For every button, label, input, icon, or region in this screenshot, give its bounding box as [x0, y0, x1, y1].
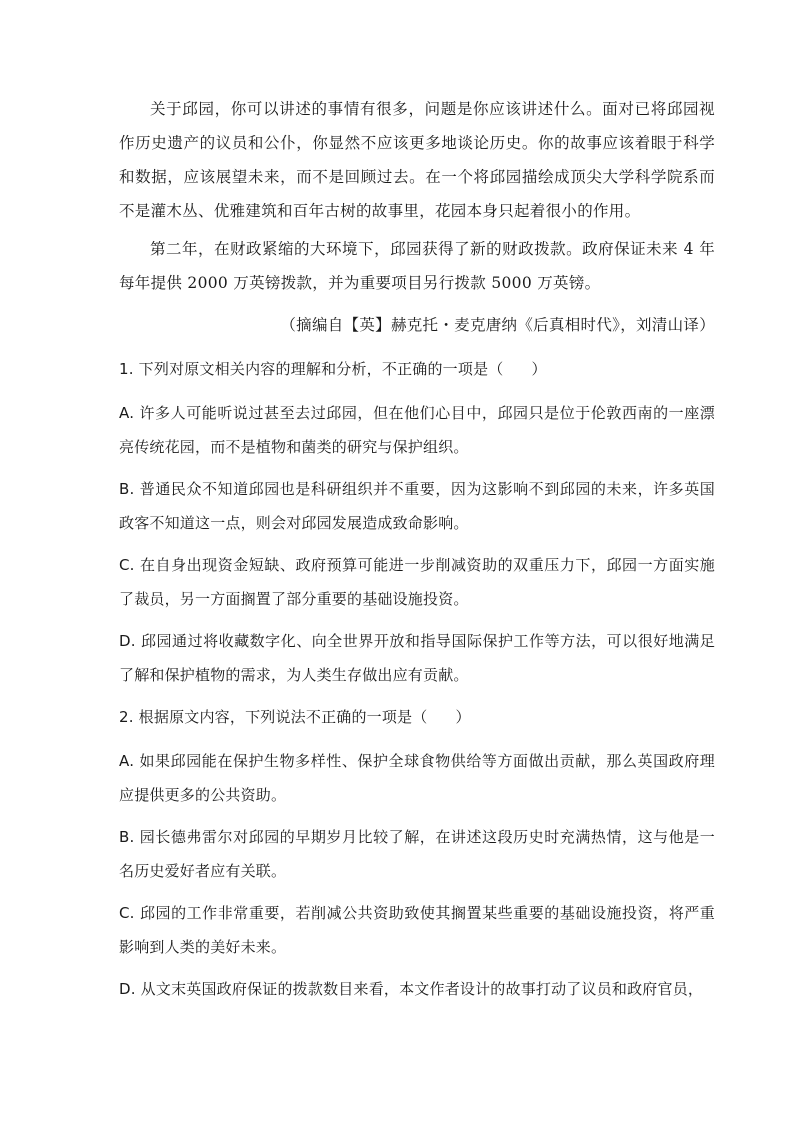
question-1-stem: [119, 352, 715, 386]
question-2-stem: [119, 700, 715, 734]
passage-paragraph-1: 关于邱园，你可以讲述的事情有很多，问题是你应该讲述什么。面对已将邱园视作历史遗产的议员和公仆，你显然不应该更多地谈论历史。你的故事应该着眼于科学和数据，应该展望未来，而不是回顾过去。在一个将邱园描绘成顶尖大学科学院系而不是灌木丛、优雅建筑和百年古树的故事里，花园本身只起着很小的作用。: [119, 100, 715, 220]
passage-paragraph-2: 第二年，在财政紧缩的大环境下，邱园获得了新的财政拨款。政府保证未来 4 年每年提供 2000 万英镑拨款，并为重要项目另行拨款 5000 万英镑。: [119, 240, 715, 292]
question-1-option-a: A. 许多人可能听说过甚至去过邱园，但在他们心目中，邱园只是位于伦敦西南的一座漂亮传统花园，而不是植物和菌类的研究与保护组织。: [119, 404, 715, 456]
question-2-option-d: D. 从文末英国政府保证的拨款数目来看，本文作者设计的故事打动了议员和政府官员，: [119, 980, 704, 998]
question-2-option-b: B. 园长德弗雷尔对邱园的早期岁月比较了解，在讲述这段历史时充满热情，这与他是一名历史爱好者应有关联。: [119, 828, 715, 880]
source-citation: （摘编自【英】赫克托・麦克唐纳《后真相时代》，刘清山译）: [280, 316, 715, 334]
question-1-option-d: D. 邱园通过将收藏数字化、向全世界开放和指导国际保护工作等方法，可以很好地满足了解和保护植物的需求，为人类生存做出应有贡献。: [119, 632, 715, 684]
question-1-stem-text: 1. 下列对原文相关内容的理解和分析，不正确的一项是（: [119, 360, 504, 378]
question-1-option-b: B. 普通民众不知道邱园也是科研组织并不重要，因为这影响不到邱园的未来，许多英国政客不知道这一点，则会对邱园发展造成致命影响。: [119, 480, 715, 532]
question-2-stem-close: ）: [455, 708, 471, 726]
question-2-option-a: A. 如果邱园能在保护生物多样性、保护全球食物供给等方面做出贡献，那么英国政府理应提供更多的公共资助。: [119, 752, 715, 804]
question-2-stem-text: 2. 根据原文内容，下列说法不正确的一项是（: [119, 708, 428, 726]
question-1-option-c: C. 在自身出现资金短缺、政府预算可能进一步削减资助的双重压力下，邱园一方面实施了裁员，另一方面搁置了部分重要的基础设施投资。: [119, 556, 715, 608]
question-1-stem-close: ）: [531, 360, 547, 378]
question-2-option-c: C. 邱园的工作非常重要，若削减公共资助致使其搁置某些重要的基础设施投资，将严重影响到人类的美好未来。: [119, 904, 715, 956]
